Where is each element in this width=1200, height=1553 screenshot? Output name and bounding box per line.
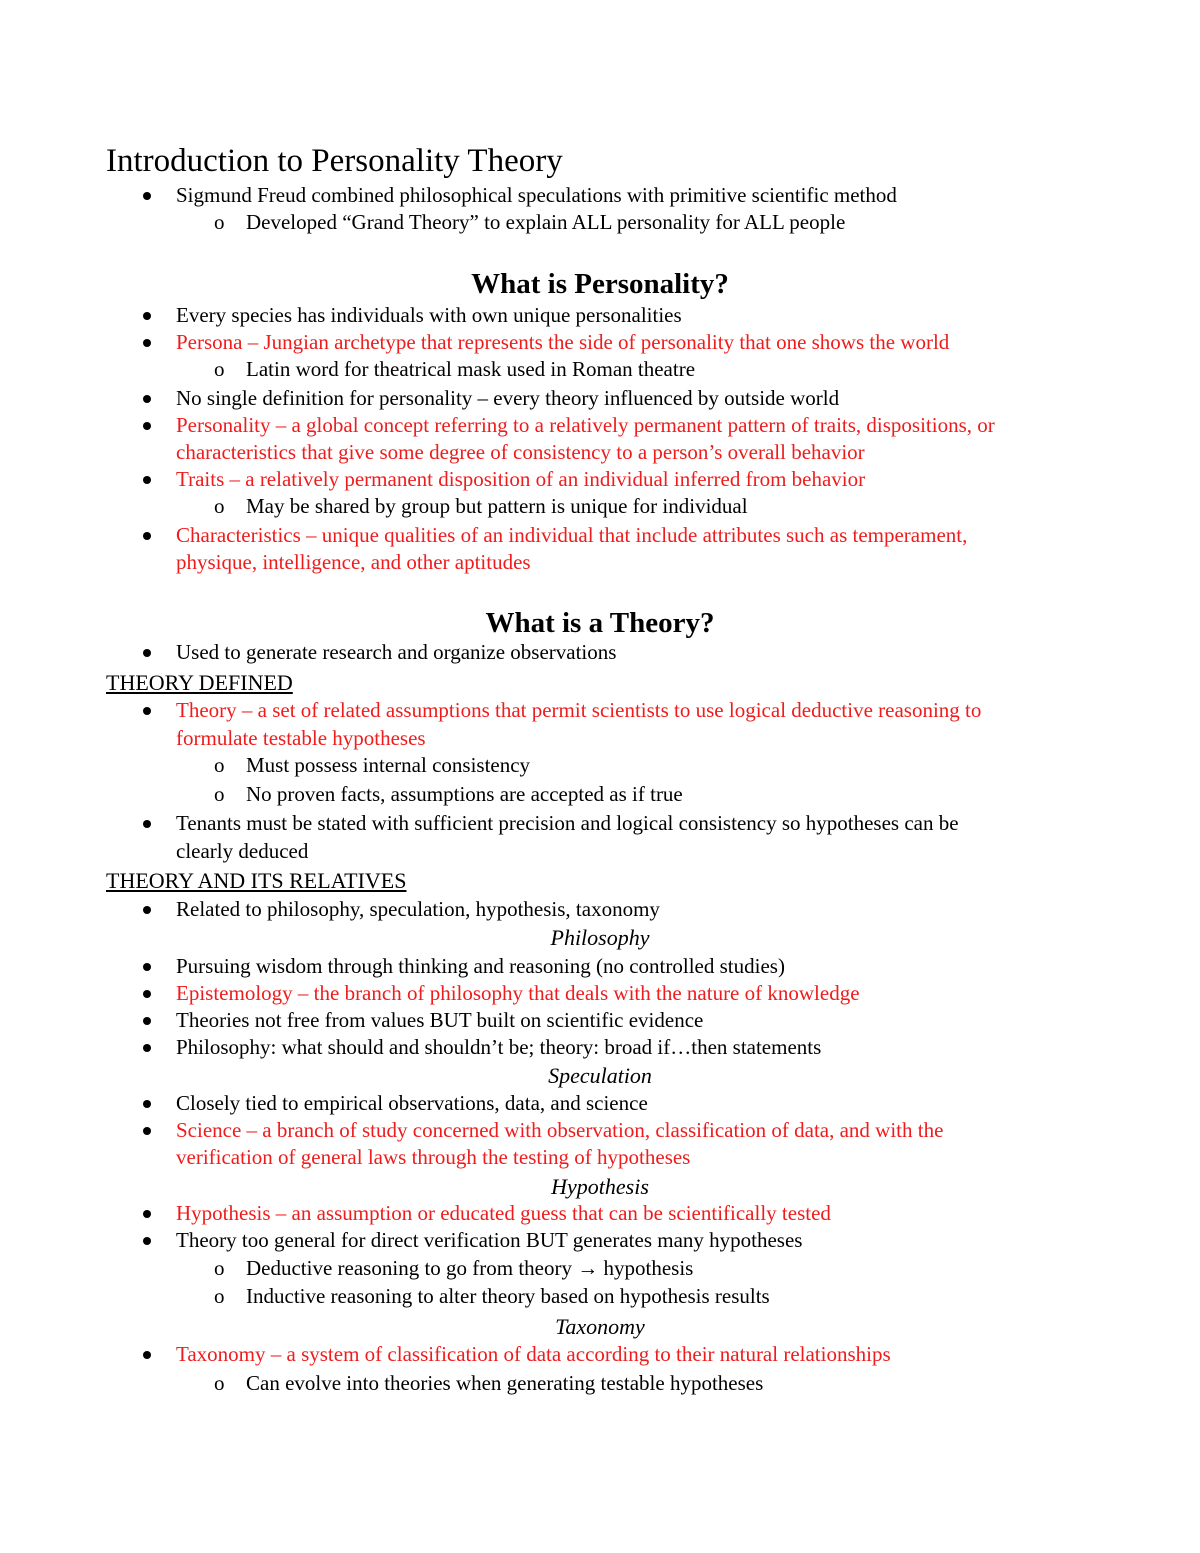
sub-bullet-icon: o bbox=[214, 1284, 225, 1308]
sub-list-item: Deductive reasoning to go from theory → hypothesis bbox=[246, 1256, 694, 1280]
list-item: Theories not free from values BUT built on scientific evidence bbox=[176, 1008, 704, 1032]
sub-list-item: Inductive reasoning to alter theory based on hypothesis results bbox=[246, 1284, 770, 1308]
bullet-icon bbox=[143, 649, 151, 657]
list-item: Pursuing wisdom through thinking and reasoning (no controlled studies) bbox=[176, 954, 785, 978]
bullet-icon bbox=[143, 1210, 151, 1218]
sub-list-item: Latin word for theatrical mask used in Roman theatre bbox=[246, 357, 696, 381]
bullet-icon bbox=[143, 1127, 151, 1135]
bullet-icon bbox=[143, 990, 151, 998]
list-item: Tenants must be stated with sufficient precision and logical consistency so hypotheses can be bbox=[176, 811, 959, 835]
definition-personality: Personality – a global concept referring to a relatively permanent pattern of traits, dispositions, or bbox=[176, 413, 995, 437]
subheading-hypothesis: Hypothesis bbox=[551, 1174, 649, 1199]
list-item: Sigmund Freud combined philosophical speculations with primitive scientific method bbox=[176, 183, 897, 207]
bullet-icon bbox=[143, 192, 151, 200]
bullet-icon bbox=[143, 1017, 151, 1025]
bullet-icon bbox=[143, 1237, 151, 1245]
subheading-speculation: Speculation bbox=[548, 1063, 652, 1088]
bullet-icon bbox=[143, 963, 151, 971]
bullet-icon bbox=[143, 1100, 151, 1108]
definition-taxonomy: Taxonomy – a system of classification of data according to their natural relationships bbox=[176, 1342, 891, 1366]
definition-characteristics: Characteristics – unique qualities of an individual that include attributes such as temperament, bbox=[176, 523, 968, 547]
sub-list-item: Must possess internal consistency bbox=[246, 753, 531, 777]
bullet-icon bbox=[143, 820, 151, 828]
list-item: Every species has individuals with own unique personalities bbox=[176, 303, 682, 327]
definition-persona: Persona – Jungian archetype that represents the side of personality that one shows the world bbox=[176, 330, 950, 354]
list-item: Used to generate research and organize observations bbox=[176, 640, 617, 664]
sub-bullet-icon: o bbox=[214, 782, 225, 806]
subsection-heading-theory-relatives: THEORY AND ITS RELATIVES bbox=[106, 868, 407, 893]
bullet-icon bbox=[143, 476, 151, 484]
bullet-icon bbox=[143, 707, 151, 715]
definition-hypothesis: Hypothesis – an assumption or educated guess that can be scientifically tested bbox=[176, 1201, 831, 1225]
subheading-taxonomy: Taxonomy bbox=[555, 1314, 645, 1339]
sub-bullet-icon: o bbox=[214, 357, 225, 381]
definition-characteristics-cont: physique, intelligence, and other aptitudes bbox=[176, 550, 531, 574]
bullet-icon bbox=[143, 312, 151, 320]
list-item-cont: clearly deduced bbox=[176, 839, 309, 863]
list-item: No single definition for personality – every theory influenced by outside world bbox=[176, 386, 840, 410]
bullet-icon bbox=[143, 1351, 151, 1359]
sub-bullet-icon: o bbox=[214, 1256, 225, 1280]
sub-bullet-icon: o bbox=[214, 210, 225, 234]
subsection-heading-theory-defined: THEORY DEFINED bbox=[106, 670, 293, 695]
definition-traits: Traits – a relatively permanent disposition of an individual inferred from behavior bbox=[176, 467, 866, 491]
list-item: Closely tied to empirical observations, data, and science bbox=[176, 1091, 648, 1115]
definition-epistemology: Epistemology – the branch of philosophy that deals with the nature of knowledge bbox=[176, 981, 860, 1005]
sub-list-item: May be shared by group but pattern is unique for individual bbox=[246, 494, 748, 518]
list-item: Theory too general for direct verification BUT generates many hypotheses bbox=[176, 1228, 803, 1252]
list-item: Related to philosophy, speculation, hypothesis, taxonomy bbox=[176, 897, 660, 921]
sub-list-item: No proven facts, assumptions are accepted as if true bbox=[246, 782, 683, 806]
sub-bullet-icon: o bbox=[214, 1371, 225, 1395]
subheading-philosophy: Philosophy bbox=[550, 925, 650, 950]
definition-theory: Theory – a set of related assumptions that permit scientists to use logical deductive reasoning to bbox=[176, 698, 982, 722]
definition-science: Science – a branch of study concerned with observation, classification of data, and with the bbox=[176, 1118, 944, 1142]
sub-list-item: Developed “Grand Theory” to explain ALL personality for ALL people bbox=[246, 210, 846, 234]
bullet-icon bbox=[143, 395, 151, 403]
sub-bullet-icon: o bbox=[214, 494, 225, 518]
definition-personality-cont: characteristics that give some degree of consistency to a person’s overall behavior bbox=[176, 440, 865, 464]
bullet-icon bbox=[143, 906, 151, 914]
bullet-icon bbox=[143, 1044, 151, 1052]
list-item: Philosophy: what should and shouldn’t be; theory: broad if…then statements bbox=[176, 1035, 822, 1059]
sub-list-item: Can evolve into theories when generating testable hypotheses bbox=[246, 1371, 764, 1395]
section-heading-theory: What is a Theory? bbox=[485, 607, 715, 639]
definition-theory-cont: formulate testable hypotheses bbox=[176, 726, 426, 750]
bullet-icon bbox=[143, 339, 151, 347]
sub-bullet-icon: o bbox=[214, 753, 225, 777]
section-heading-personality: What is Personality? bbox=[471, 268, 729, 300]
bullet-icon bbox=[143, 532, 151, 540]
page-title: Introduction to Personality Theory bbox=[106, 143, 563, 179]
definition-science-cont: verification of general laws through the testing of hypotheses bbox=[176, 1145, 691, 1169]
bullet-icon bbox=[143, 422, 151, 430]
